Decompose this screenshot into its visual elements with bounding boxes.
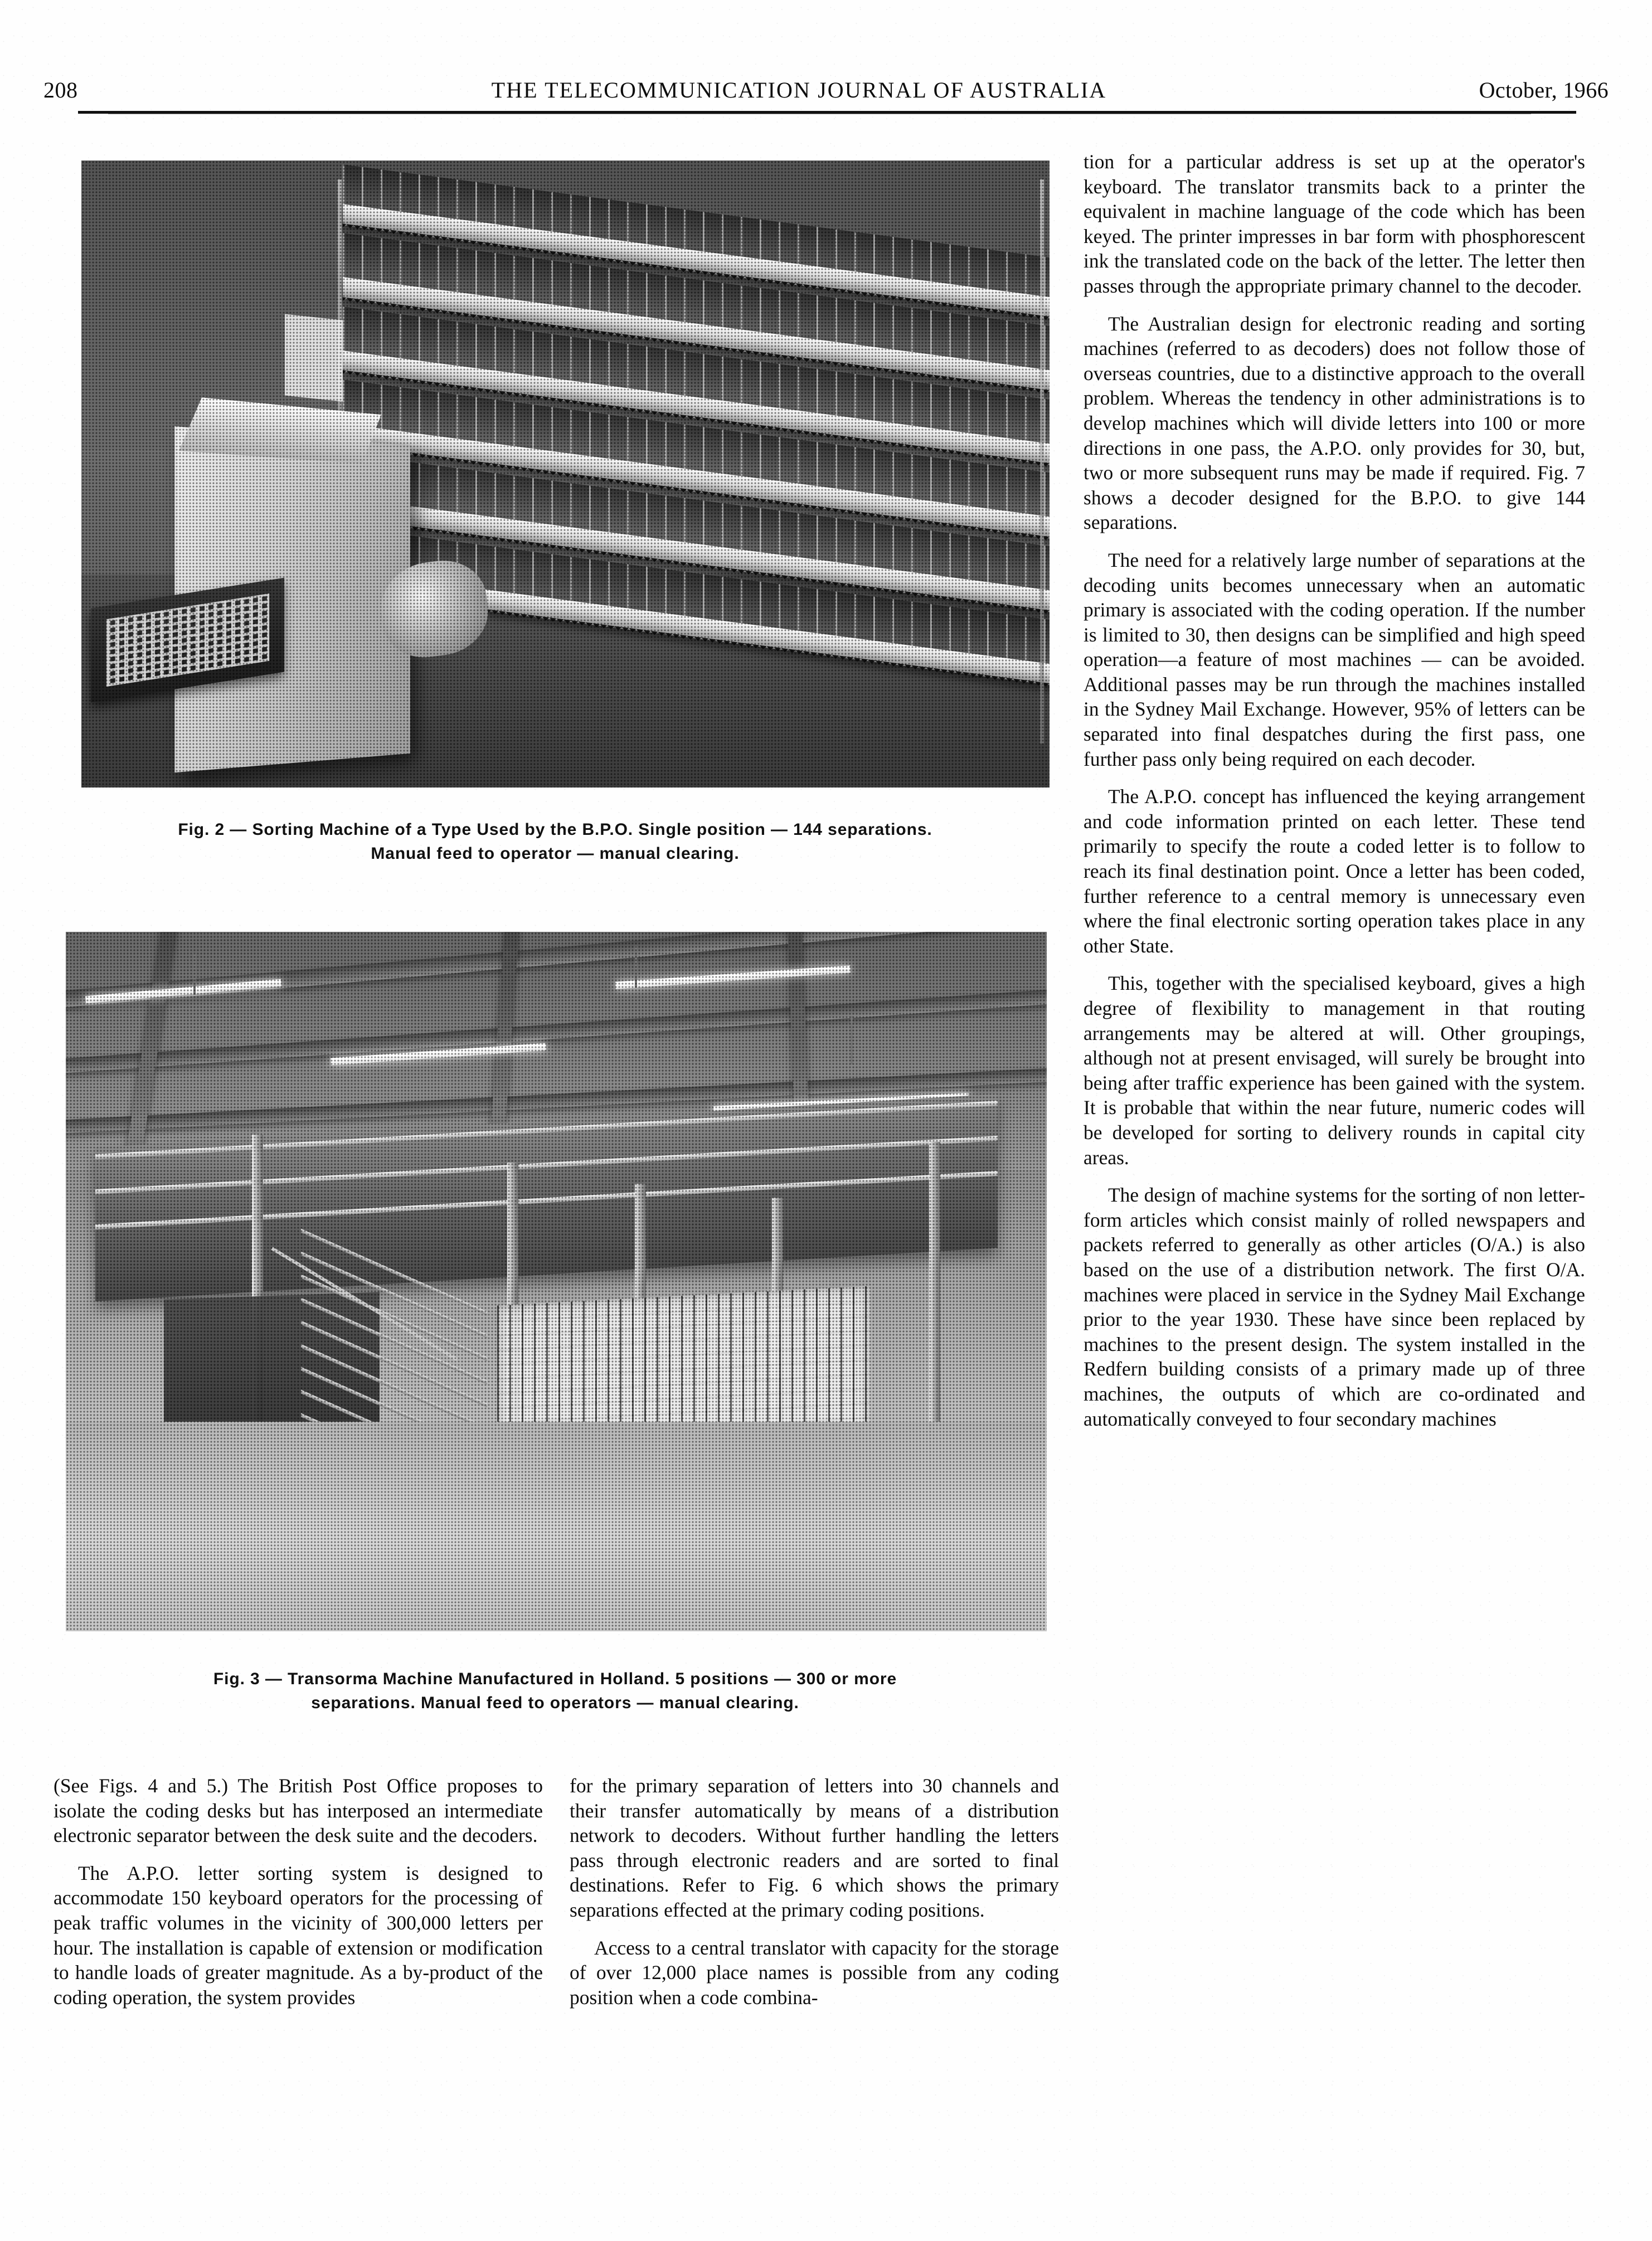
column-bottom-middle <box>570 1773 1059 2010</box>
paragraph: The A.P.O. concept has influenced the keying arrangement and code information printed on each letter. These tend primarily to specify the route a coded letter is to follow to reach its final destination point. Once a letter has been coded, further reference to a central memory is unnecessary even where the final electronic sorting operation takes place in any other State. <box>1083 785 1585 957</box>
figure-3-caption-line-2: separations. Manual feed to operators — manual clearing. <box>311 1693 799 1712</box>
figure-3-caption-line-1: Fig. 3 — Transorma Machine Manufactured in Holland. 5 positions — 300 or more <box>213 1670 897 1688</box>
paragraph: tion for a particular address is set up at the operator's keyboard. The translator transmits back to a printer the equivalent in machine language of the code which has been keyed. The printer impresses in bar form with phosphorescent ink the translated code on the back of the letter. The letter then passes through the appropriate primary channel to the decoder. <box>1083 150 1585 297</box>
paragraph: The design of machine systems for the sorting of non letter-form articles which consist mainly of rolled newspapers and packets referred to generally as other articles (O/A.) is also based on the use of a distribution network. The first O/A. machines were placed in service in the Sydney Mail Exchange prior to the year 1930. These have since been replaced by machines to the present design. The system installed in the Redfern building consists of a primary made up of three machines, the outputs of which are co-ordinated and automatically conveyed to four secondary machines <box>1083 1184 1585 1430</box>
paragraph: The need for a relatively large number of separations at the decoding units becomes unnecessary when an automatic primary is associated with the coding operation. If the number is limited to 30, then designs can be simplified and high speed operation—a feature of most machines — can be avoided. Additional passes may be run through the machines installed in the Sydney Mail Exchange. However, 95% of letters can be separated into final despatches during the first pass, one further pass only being required on each decoder. <box>1083 548 1585 770</box>
paragraph: The A.P.O. letter sorting system is designed to accommodate 150 keyboard operators for the processing of peak traffic volumes in the vicinity of 300,000 letters per hour. The installation is capable of extension or modification to handle loads of greater magnitude. As a by-product of the coding operation, the system provides <box>54 1861 543 2009</box>
page-number: 208 <box>43 77 78 103</box>
transorma-hall-photograph <box>66 932 1047 1631</box>
column-right-main <box>1083 149 1585 1431</box>
issue-date: October, 1966 <box>1479 77 1609 103</box>
figure-3-photo <box>66 932 1047 1631</box>
figure-2-caption <box>54 818 1057 866</box>
sorting-machine-photograph <box>81 161 1049 787</box>
header-rule <box>78 111 1576 114</box>
paragraph: (See Figs. 4 and 5.) The British Post Office proposes to isolate the coding desks but has interposed an intermediate electronic separator between the desk suite and the decoders. <box>54 1775 543 1847</box>
rack-placard <box>285 314 343 402</box>
column-bottom-left <box>54 1773 543 2010</box>
figure-3-caption <box>54 1668 1057 1715</box>
figure-2-caption-line-2: Manual feed to operator — manual clearing. <box>371 844 740 863</box>
figure-2-photo <box>81 161 1049 787</box>
paragraph: The Australian design for electronic reading and sorting machines (referred to as decoders) does not follow those of overseas countries, due to a distinctive approach to the overall problem. Whereas the tendency in other administrations is to develop machines which will divide letters into 100 or more directions in one pass, the A.P.O. only provides for 30, but, two or more subsequent runs may be made if required. Fig. 7 shows a decoder designed for the B.P.O. to give 144 separations. <box>1083 312 1585 534</box>
paragraph: for the primary separation of letters into 30 channels and their transfer automatically by means of a distribution network to decoders. Without further handling the letters pass through electronic readers and are sorted to final destinations. Refer to Fig. 6 which shows the primary separations effected at the primary coding positions. <box>570 1775 1059 1921</box>
running-head <box>43 67 1609 101</box>
journal-title: THE TELECOMMUNICATION JOURNAL OF AUSTRALIA <box>491 77 1107 103</box>
paragraph: Access to a central translator with capacity for the storage of over 12,000 place names is possible from any coding position when a code combina- <box>570 1936 1059 2009</box>
paragraph: This, together with the specialised keyboard, gives a high degree of flexibility to management in that routing arrangements may be altered at will. Other groupings, although not at present envisaged, will surely be brought into being after traffic experience has been gained with the system. It is probable that within the near future, numeric codes will be developed for sorting to delivery rounds in capital city areas. <box>1083 972 1585 1169</box>
figure-2-caption-line-1: Fig. 2 — Sorting Machine of a Type Used by the B.P.O. Single position — 144 separations. <box>178 820 932 839</box>
